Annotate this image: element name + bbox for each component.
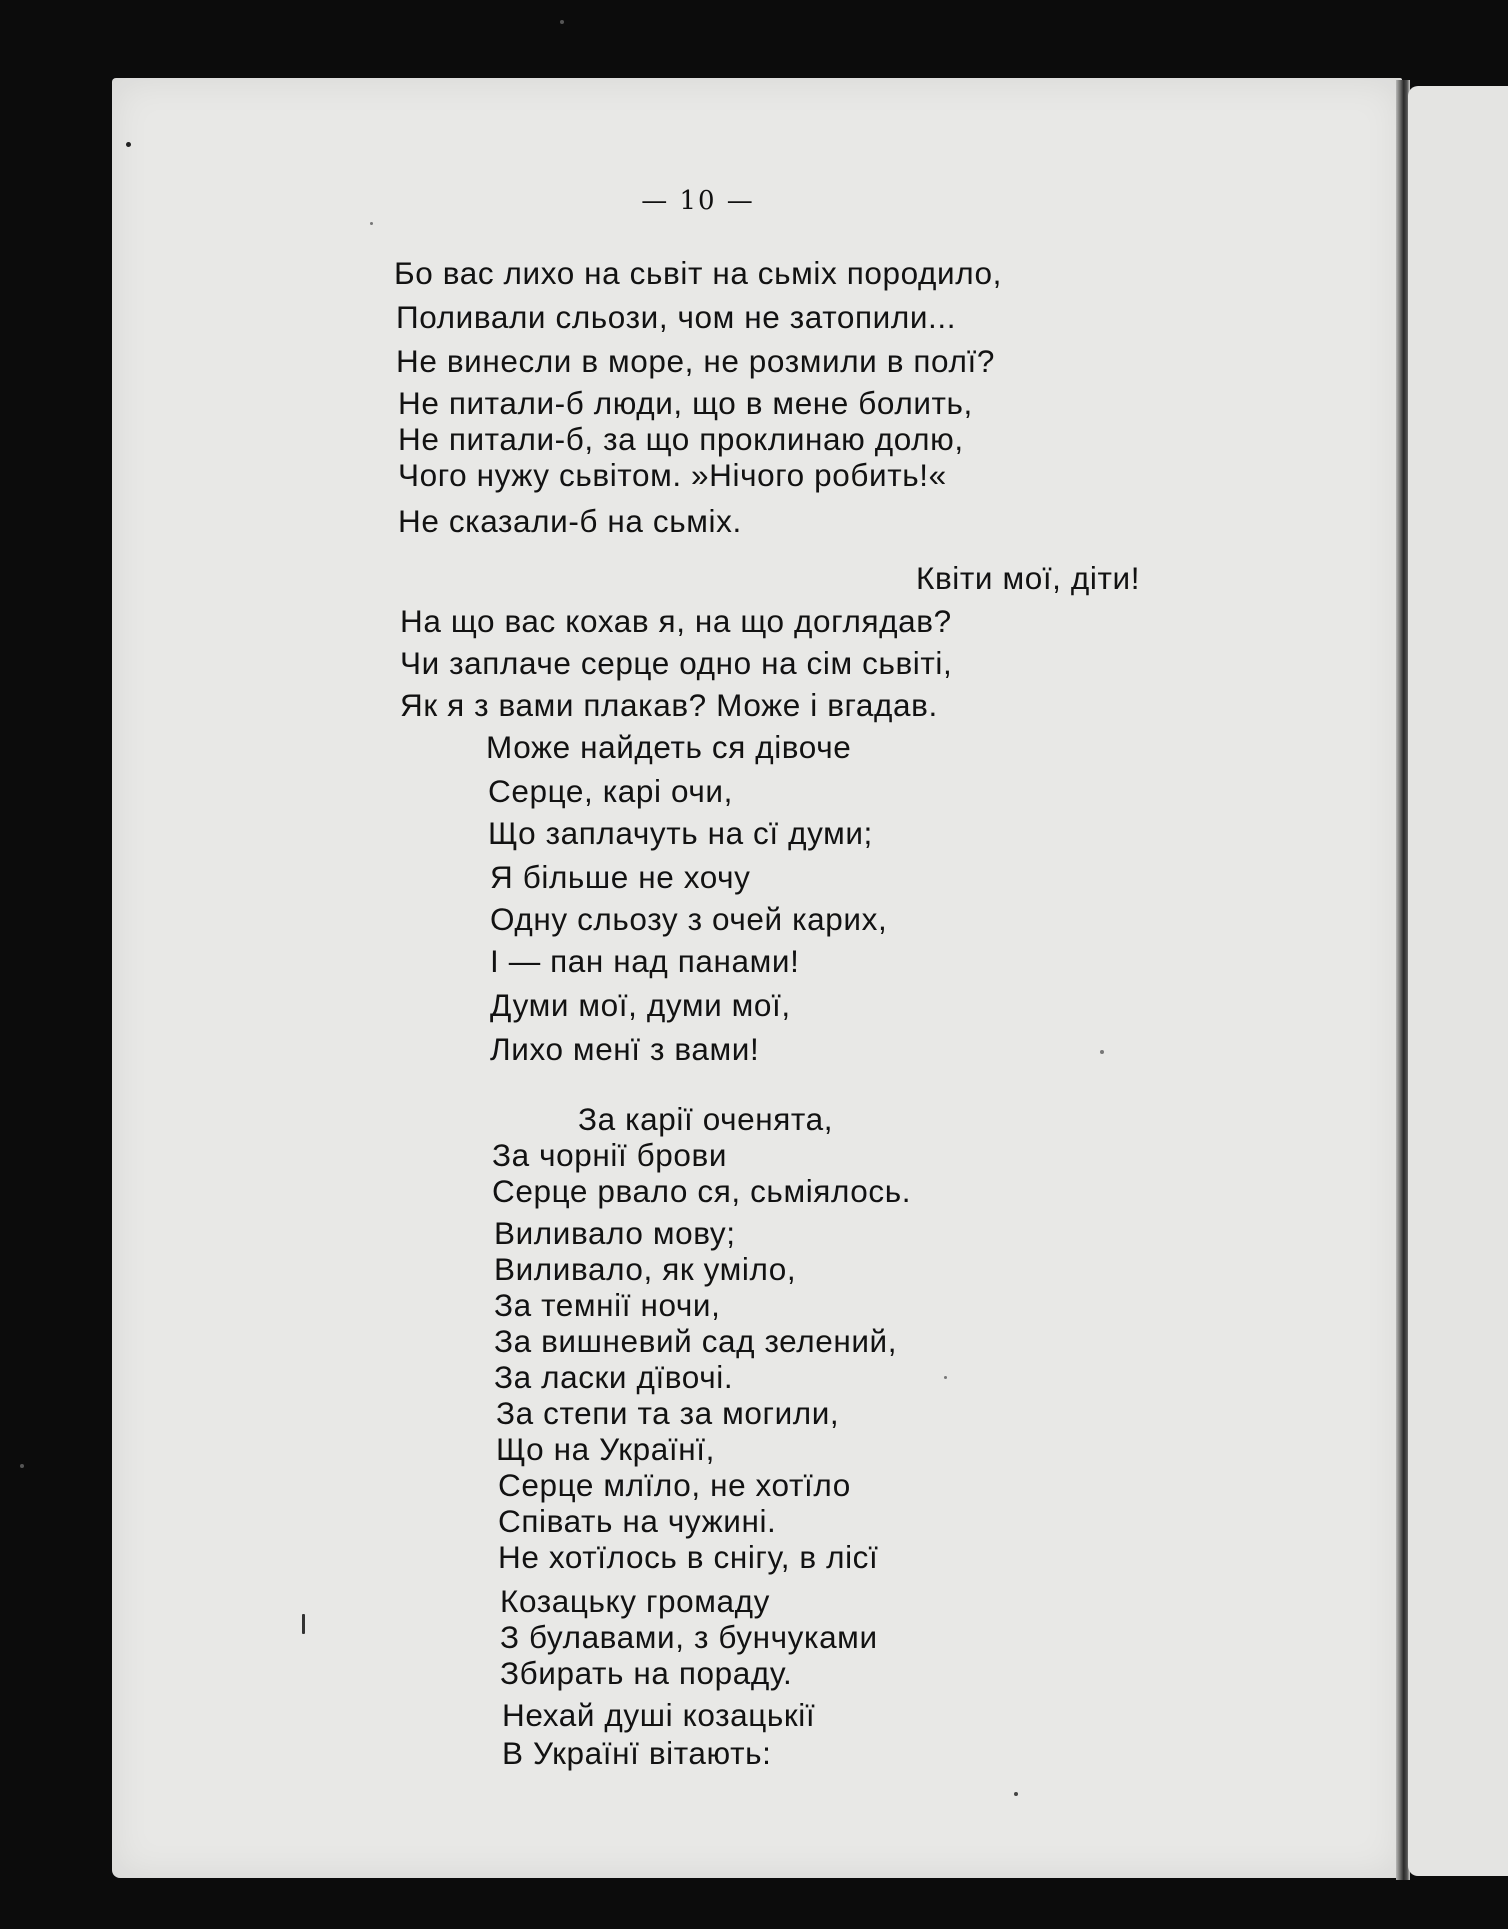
scan-speck	[20, 1464, 24, 1468]
poem-line: Одну сльозу з очей карих,	[490, 901, 888, 937]
poem-line: Не винесли в море, не розмили в полї?	[396, 343, 995, 379]
poem-line: Не питали-б люди, що в мене болить,	[398, 385, 973, 421]
poem-line: Нехай душі козацькії	[502, 1697, 816, 1733]
poem-line-right-aligned: Квіти мої, діти!	[916, 560, 1141, 596]
poem-line: На що вас кохав я, на що доглядав?	[400, 603, 952, 639]
scan-speck	[302, 1614, 305, 1634]
poem-line: Не питали-б, за що проклинаю долю,	[398, 421, 964, 457]
poem-line: Може найдеть ся дівоче	[486, 729, 852, 765]
poem-line: Лихо менї з вами!	[490, 1031, 760, 1067]
scan-speck	[944, 1376, 947, 1379]
poem-line: Що заплачуть на сї думи;	[488, 815, 873, 851]
poem-line: За степи та за могили,	[496, 1395, 840, 1431]
poem-line: Серце рвало ся, сьміялось.	[492, 1173, 912, 1209]
poem-line: І — пан над панами!	[490, 943, 800, 979]
scan-speck	[370, 222, 373, 225]
scan-speck	[126, 142, 131, 147]
poem-line: Виливало мову;	[494, 1215, 736, 1251]
poem-line: Поливали сльози, чом не затопили...	[396, 299, 957, 335]
poem-line: Я більше не хочу	[490, 859, 751, 895]
poem-line: Що на Українї,	[496, 1431, 715, 1467]
poem-line: Серце, карі очи,	[488, 773, 733, 809]
poem-line: За вишневий сад зелений,	[494, 1323, 898, 1359]
scan-speck	[1014, 1792, 1018, 1796]
poem-line: Співать на чужині.	[498, 1503, 777, 1539]
poem-line: Не хотїлось в снігу, в лісї	[498, 1539, 879, 1575]
poem-line: Чого нужу сьвітом. »Нічого робить!«	[398, 457, 947, 493]
poem-line: Чи заплаче серце одно на сім сьвіті,	[400, 645, 953, 681]
poem-line: Виливало, як уміло,	[494, 1251, 797, 1287]
poem-line: Серце млїло, не хотїло	[498, 1467, 851, 1503]
poem-line: За карії оченята,	[578, 1101, 834, 1137]
poem-line: За чорнії брови	[492, 1137, 728, 1173]
poem-line: Збирать на пораду.	[500, 1655, 793, 1691]
poem-line: З булавами, з бунчуками	[500, 1619, 878, 1655]
poem-line: Не сказали-б на сьміх.	[398, 503, 742, 539]
poem-line: За ласки дївочі.	[494, 1359, 734, 1395]
poem-line: Як я з вами плакав? Може і вгадав.	[400, 687, 938, 723]
poem-line: Козацьку громаду	[500, 1583, 770, 1619]
poem-line: Бо вас лихо на сьвіт на сьміх породило,	[394, 255, 1003, 291]
facing-page-edge	[1408, 86, 1508, 1876]
poem-line: За темнії ночи,	[494, 1287, 721, 1323]
scan-speck	[1100, 1050, 1104, 1054]
page-number: — 10 —	[641, 186, 755, 216]
scan-speck	[560, 20, 564, 24]
poem-line: В Українї вітають:	[502, 1735, 772, 1771]
poem-line: Думи мої, думи мої,	[490, 987, 791, 1023]
